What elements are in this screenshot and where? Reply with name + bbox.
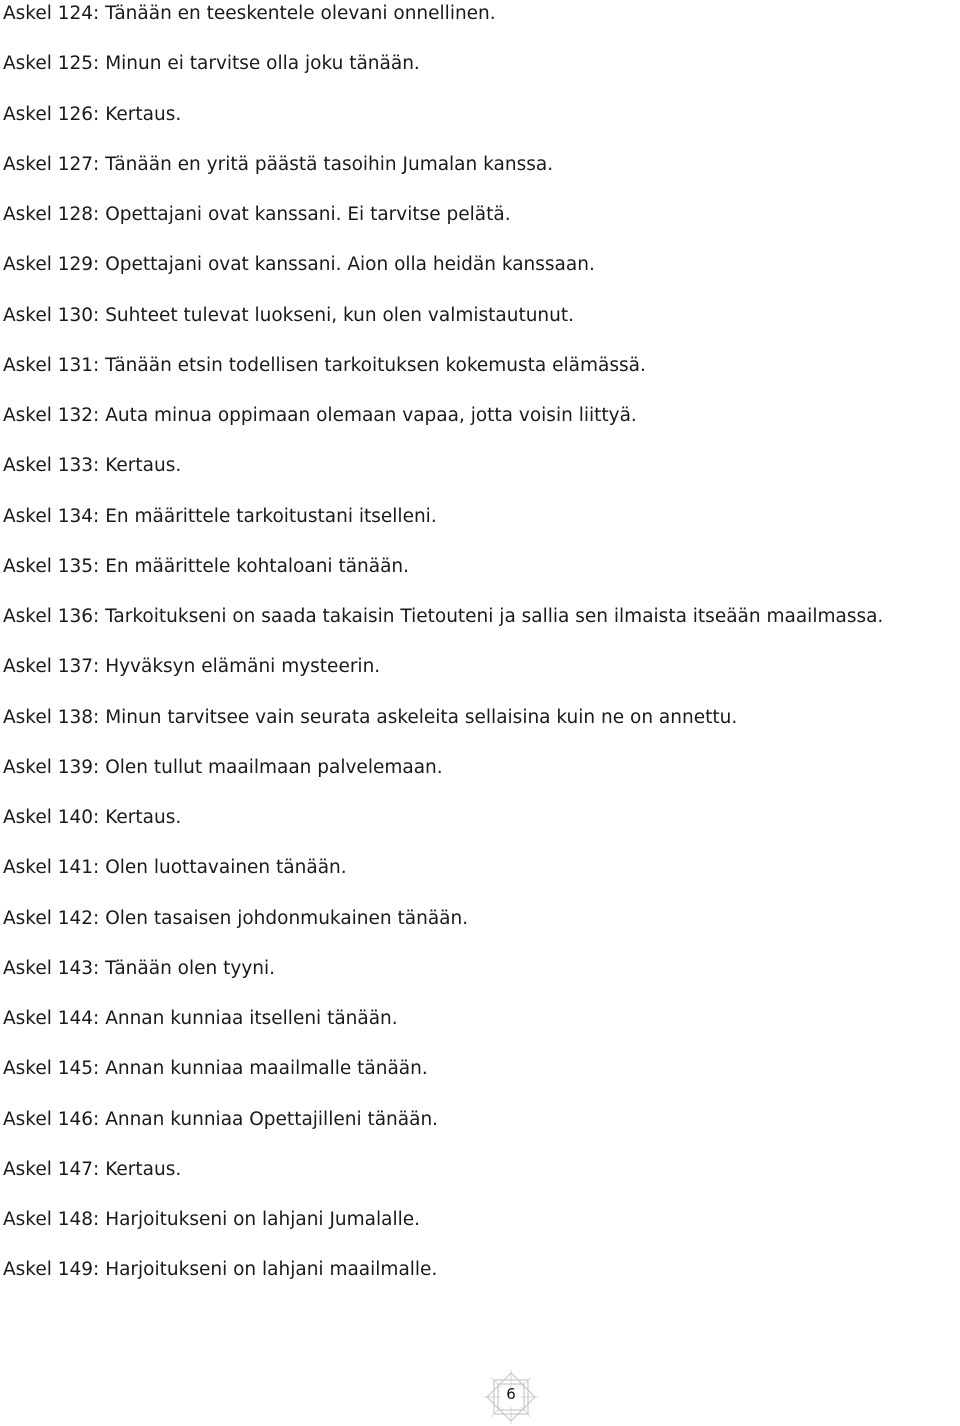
step-text: En määrittele tarkoitustani itselleni.	[105, 505, 437, 527]
step-item	[3, 50, 958, 100]
step-item	[3, 1005, 958, 1055]
step-item	[3, 1106, 958, 1156]
step-number: Askel 129:	[3, 254, 100, 276]
step-text: Tänään etsin todellisen tarkoituksen kokemusta elämässä.	[105, 354, 646, 376]
step-number: Askel 131:	[3, 354, 100, 376]
step-item	[3, 0, 958, 50]
step-text: Minun ei tarvitse olla joku tänään.	[105, 53, 420, 75]
step-number: Askel 141:	[3, 857, 100, 879]
step-text: Annan kunniaa itselleni tänään.	[105, 1008, 398, 1029]
step-number: Askel 133:	[3, 455, 100, 477]
step-number: Askel 146:	[3, 1108, 100, 1130]
step-number: Askel 143:	[3, 957, 100, 979]
step-text: Annan kunniaa maailmalle tänään.	[105, 1058, 428, 1080]
step-text: Hyväksyn elämäni mysteerin.	[105, 656, 381, 678]
step-text: En määrittele kohtaloani tänään.	[105, 555, 410, 577]
step-item	[3, 754, 958, 804]
step-text: Opettajani ovat kanssani. Ei tarvitse pelätä.	[105, 204, 511, 225]
step-item	[3, 1256, 958, 1306]
step-item	[3, 1206, 958, 1256]
step-number: Askel 136:	[3, 606, 100, 627]
step-item	[3, 955, 958, 1005]
step-text: Olen tasaisen johdonmukainen tänään.	[105, 907, 469, 929]
step-number: Askel 126:	[3, 103, 100, 125]
step-number: Askel 142:	[3, 907, 100, 929]
step-number: Askel 135:	[3, 555, 100, 577]
step-item	[3, 251, 958, 301]
step-text: Olen luottavainen tänään.	[105, 857, 347, 879]
step-item	[3, 854, 958, 904]
step-item	[3, 452, 958, 502]
step-item	[3, 553, 958, 603]
page-number: 6	[506, 1385, 516, 1403]
step-item	[3, 151, 958, 201]
step-text: Annan kunniaa Opettajilleni tänään.	[105, 1108, 439, 1130]
steps-list	[3, 0, 958, 1307]
step-text: Kertaus.	[105, 103, 182, 125]
step-item	[3, 101, 958, 151]
step-number: Askel 125:	[3, 53, 100, 75]
step-number: Askel 148:	[3, 1209, 100, 1230]
step-number: Askel 137:	[3, 656, 100, 678]
step-text: Suhteet tulevat luokseni, kun olen valmistautunut.	[105, 304, 575, 326]
step-text: Tänään en teeskentele olevani onnellinen.	[105, 3, 496, 24]
step-item	[3, 201, 958, 251]
step-item	[3, 804, 958, 854]
step-text: Harjoitukseni on lahjani Jumalalle.	[105, 1209, 421, 1230]
step-item	[3, 402, 958, 452]
step-text: Minun tarvitsee vain seurata askeleita sellaisina kuin ne on annettu.	[105, 706, 738, 728]
step-number: Askel 147:	[3, 1158, 100, 1180]
step-text: Kertaus.	[105, 455, 182, 477]
step-item	[3, 704, 958, 754]
step-number: Askel 128:	[3, 204, 100, 225]
step-number: Askel 130:	[3, 304, 100, 326]
step-text: Olen tullut maailmaan palvelemaan.	[105, 756, 443, 778]
step-item	[3, 1156, 958, 1206]
step-number: Askel 127:	[3, 153, 100, 175]
step-number: Askel 144:	[3, 1008, 100, 1029]
step-text: Harjoitukseni on lahjani maailmalle.	[105, 1259, 438, 1281]
step-number: Askel 139:	[3, 756, 100, 778]
step-number: Askel 140:	[3, 807, 100, 828]
step-text: Kertaus.	[105, 1158, 182, 1180]
step-item	[3, 352, 958, 402]
step-text: Tarkoitukseni on saada takaisin Tietouteni ja sallia sen ilmaista itseään maailmassa.	[105, 606, 884, 627]
step-text: Kertaus.	[105, 807, 182, 828]
step-text: Tänään en yritä päästä tasoihin Jumalan kanssa.	[105, 153, 554, 175]
step-item	[3, 503, 958, 553]
step-number: Askel 149:	[3, 1259, 100, 1281]
step-item	[3, 302, 958, 352]
step-number: Askel 132:	[3, 405, 100, 426]
step-number: Askel 134:	[3, 505, 100, 527]
step-number: Askel 138:	[3, 706, 100, 728]
step-item	[3, 905, 958, 955]
step-item	[3, 603, 958, 653]
step-number: Askel 145:	[3, 1058, 100, 1080]
step-text: Opettajani ovat kanssani. Aion olla heidän kanssaan.	[105, 254, 595, 276]
page-number-badge	[480, 1368, 542, 1426]
step-item	[3, 1055, 958, 1105]
page-footer	[0, 1368, 960, 1426]
step-number: Askel 124:	[3, 3, 100, 24]
step-item	[3, 653, 958, 703]
step-text: Auta minua oppimaan olemaan vapaa, jotta voisin liittyä.	[105, 405, 637, 426]
step-text: Tänään olen tyyni.	[105, 957, 276, 979]
